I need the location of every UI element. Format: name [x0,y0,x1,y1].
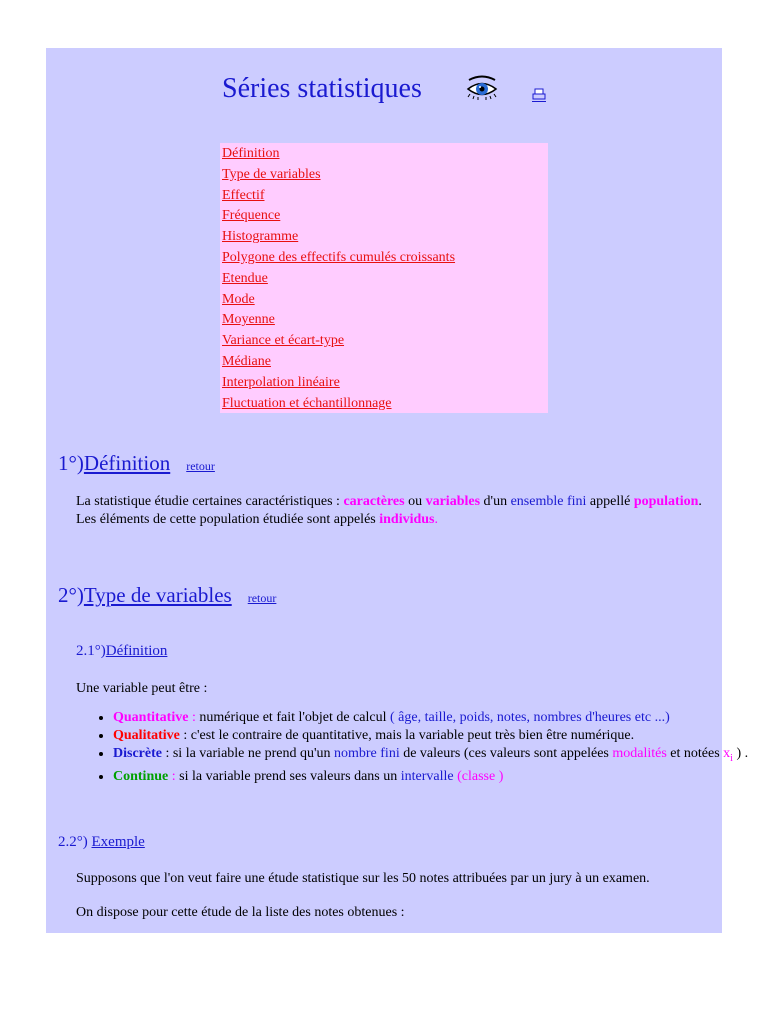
toc-link-etendue[interactable]: Etendue [222,270,268,286]
subsection-2-2-title-link[interactable]: Exemple [91,834,145,850]
subsection-2-1-title-link[interactable]: Définition [105,643,168,659]
section2-number: 2°) [58,583,84,607]
list-item-qualitative: • Qualitative : c'est le contraire de quantitative, mais la variable peut très bien être numérique. [113,727,753,745]
list-item-continue: • Continue : si la variable prend ses valeurs dans un intervalle (classe ) [113,768,753,786]
toc-link-variance[interactable]: Variance et écart-type [222,333,345,349]
toc-link-mode[interactable]: Mode [222,291,255,307]
section2-retour-link[interactable]: retour [247,591,277,605]
toc-link-histogramme[interactable]: Histogramme [222,229,299,245]
section2-title-link[interactable]: Type de variables [83,583,232,607]
example-paragraph-1: Supposons que l'on veut faire une étude statistique sur les 50 notes attribuées par un jury à un examen. [76,871,650,886]
toc-link-fluctuation[interactable]: Fluctuation et échantillonnage [222,395,392,411]
list-item-discrete: • Discrète : si la variable ne prend qu'un nombre fini de valeurs (ces valeurs sont appelées modalités et notées $x_i$ ) . [113,745,753,768]
table-of-contents [220,143,548,413]
toc-link-interpolation[interactable]: Interpolation linéaire [222,374,340,390]
subsection-2-2-heading: 2.2°) Exemple [58,834,145,850]
section1-number: 1°) [58,451,84,475]
term-variables: variables [425,494,481,509]
toc-link-definition[interactable]: Définition [222,146,280,161]
page-title: Séries statistiques [222,73,422,104]
term-population: population [633,494,699,509]
variable-types-list [76,709,753,786]
toc-link-frequence[interactable]: Fréquence [222,208,281,224]
list-item-quantitative: • Quantitative : numérique et fait l'objet de calcul ( âge, taille, poids, notes, nombres d'heures etc ...) [113,709,753,727]
variables-intro: Une variable peut être : [76,681,208,696]
toc-link-mediane[interactable]: Médiane [222,353,271,369]
subsection-2-1-heading: 2.1°)Définition [76,643,168,659]
section1-title-link[interactable]: Définition [83,451,171,475]
printer-icon[interactable] [532,88,546,102]
section1-retour-link[interactable]: retour [186,459,215,473]
toc-link-type-variables[interactable]: Type de variables [222,166,321,182]
term-caracteres: caractères [343,494,405,509]
section1-heading [58,451,215,476]
eye-icon [466,72,498,104]
toc-link-moyenne[interactable]: Moyenne [222,312,275,328]
section1-paragraph: La statistique étudie certaines caractéristiques : caractères ou variables d'un ensemble fini appellé population. Les éléments de cette population étudiée sont appelés individus. [76,494,702,527]
term-ensemble-fini: ensemble fini [510,494,587,509]
toc-link-polygone[interactable]: Polygone des effectifs cumulés croissants [222,249,456,265]
page-content [46,48,749,933]
term-individus: individus [379,512,435,527]
example-paragraph-2: On dispose pour cette étude de la liste des notes obtenues : [76,905,405,920]
section2-heading [58,583,276,608]
toc-link-effectif[interactable]: Effectif [222,187,265,203]
